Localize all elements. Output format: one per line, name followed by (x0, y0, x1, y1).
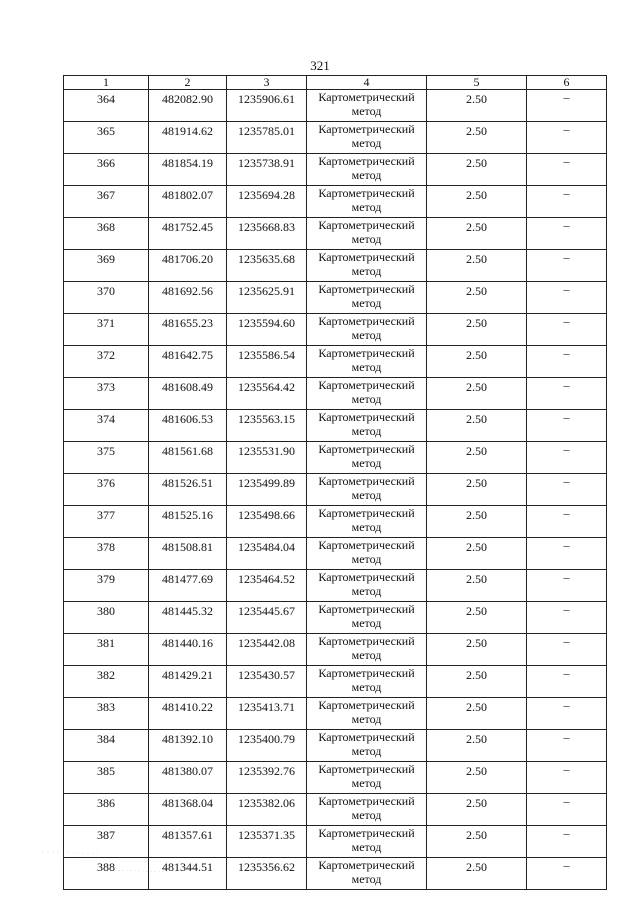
cell-method: Картометрический метод (307, 794, 427, 826)
cell-method: Картометрический метод (307, 250, 427, 282)
cell-accuracy: 2.50 (427, 442, 527, 474)
cell-point-number: 377 (64, 506, 149, 538)
table-row (64, 698, 607, 730)
cell-accuracy: 2.50 (427, 634, 527, 666)
cell-method: Картометрический метод (307, 314, 427, 346)
cell-note: – (527, 314, 607, 346)
table-row (64, 794, 607, 826)
cell-accuracy: 2.50 (427, 122, 527, 154)
cell-accuracy: 2.50 (427, 186, 527, 218)
cell-method: Картометрический метод (307, 410, 427, 442)
cell-note: – (527, 474, 607, 506)
header-cell: 2 (149, 76, 227, 90)
cell-point-number: 388 (64, 858, 149, 890)
cell-accuracy: 2.50 (427, 410, 527, 442)
cell-note: – (527, 186, 607, 218)
cell-note: – (527, 762, 607, 794)
coordinates-table (63, 75, 607, 890)
table-row (64, 602, 607, 634)
cell-accuracy: 2.50 (427, 602, 527, 634)
cell-note: – (527, 122, 607, 154)
cell-point-number: 386 (64, 794, 149, 826)
cell-accuracy: 2.50 (427, 698, 527, 730)
cell-note: – (527, 602, 607, 634)
table-row (64, 346, 607, 378)
cell-note: – (527, 346, 607, 378)
cell-coord-x: 481440.16 (149, 634, 227, 666)
table-row (64, 218, 607, 250)
cell-accuracy: 2.50 (427, 506, 527, 538)
table-row (64, 90, 607, 122)
cell-accuracy: 2.50 (427, 154, 527, 186)
table-row (64, 730, 607, 762)
table-row (64, 314, 607, 346)
cell-coord-y: 1235564.42 (227, 378, 307, 410)
cell-coord-y: 1235413.71 (227, 698, 307, 730)
cell-coord-x: 481854.19 (149, 154, 227, 186)
cell-coord-x: 481561.68 (149, 442, 227, 474)
cell-note: – (527, 858, 607, 890)
cell-note: – (527, 538, 607, 570)
cell-method: Картометрический метод (307, 346, 427, 378)
cell-coord-y: 1235906.61 (227, 90, 307, 122)
cell-coord-y: 1235484.04 (227, 538, 307, 570)
cell-accuracy: 2.50 (427, 538, 527, 570)
cell-method: Картометрический метод (307, 474, 427, 506)
cell-note: – (527, 250, 607, 282)
cell-accuracy: 2.50 (427, 474, 527, 506)
cell-accuracy: 2.50 (427, 762, 527, 794)
cell-coord-y: 1235625.91 (227, 282, 307, 314)
cell-coord-x: 482082.90 (149, 90, 227, 122)
cell-coord-y: 1235498.66 (227, 506, 307, 538)
cell-coord-x: 481525.16 (149, 506, 227, 538)
cell-accuracy: 2.50 (427, 282, 527, 314)
cell-coord-y: 1235371.35 (227, 826, 307, 858)
cell-coord-y: 1235785.01 (227, 122, 307, 154)
cell-accuracy: 2.50 (427, 378, 527, 410)
header-cell: 6 (527, 76, 607, 90)
cell-coord-x: 481802.07 (149, 186, 227, 218)
cell-note: – (527, 506, 607, 538)
cell-coord-y: 1235442.08 (227, 634, 307, 666)
cell-method: Картометрический метод (307, 602, 427, 634)
cell-coord-y: 1235531.90 (227, 442, 307, 474)
cell-coord-x: 481508.81 (149, 538, 227, 570)
table-row (64, 250, 607, 282)
cell-method: Картометрический метод (307, 90, 427, 122)
cell-coord-x: 481914.62 (149, 122, 227, 154)
cell-method: Картометрический метод (307, 762, 427, 794)
cell-method: Картометрический метод (307, 666, 427, 698)
header-cell: 5 (427, 76, 527, 90)
cell-coord-y: 1235635.68 (227, 250, 307, 282)
cell-note: – (527, 442, 607, 474)
cell-accuracy: 2.50 (427, 218, 527, 250)
cell-point-number: 378 (64, 538, 149, 570)
cell-point-number: 368 (64, 218, 149, 250)
cell-point-number: 365 (64, 122, 149, 154)
cell-coord-x: 481429.21 (149, 666, 227, 698)
cell-coord-x: 481526.51 (149, 474, 227, 506)
cell-coord-x: 481477.69 (149, 570, 227, 602)
cell-note: – (527, 218, 607, 250)
header-cell: 4 (307, 76, 427, 90)
table-row (64, 122, 607, 154)
cell-coord-y: 1235563.15 (227, 410, 307, 442)
header-cell: 3 (227, 76, 307, 90)
table-header-row (64, 76, 607, 90)
cell-accuracy: 2.50 (427, 250, 527, 282)
cell-point-number: 387 (64, 826, 149, 858)
cell-method: Картометрический метод (307, 378, 427, 410)
cell-point-number: 383 (64, 698, 149, 730)
cell-method: Картометрический метод (307, 698, 427, 730)
cell-point-number: 374 (64, 410, 149, 442)
cell-point-number: 371 (64, 314, 149, 346)
cell-coord-x: 481392.10 (149, 730, 227, 762)
cell-coord-x: 481752.45 (149, 218, 227, 250)
cell-accuracy: 2.50 (427, 858, 527, 890)
cell-method: Картометрический метод (307, 858, 427, 890)
cell-note: – (527, 794, 607, 826)
cell-method: Картометрический метод (307, 506, 427, 538)
table-body (64, 90, 607, 890)
cell-method: Картометрический метод (307, 442, 427, 474)
cell-method: Картометрический метод (307, 218, 427, 250)
cell-point-number: 380 (64, 602, 149, 634)
cell-point-number: 373 (64, 378, 149, 410)
cell-coord-x: 481655.23 (149, 314, 227, 346)
cell-accuracy: 2.50 (427, 346, 527, 378)
cell-accuracy: 2.50 (427, 314, 527, 346)
cell-method: Картометрический метод (307, 538, 427, 570)
cell-method: Картометрический метод (307, 570, 427, 602)
cell-method: Картометрический метод (307, 282, 427, 314)
table-row (64, 634, 607, 666)
cell-point-number: 385 (64, 762, 149, 794)
cell-note: – (527, 154, 607, 186)
cell-coord-y: 1235694.28 (227, 186, 307, 218)
cell-point-number: 370 (64, 282, 149, 314)
scan-noise-mark (40, 848, 180, 878)
cell-coord-y: 1235594.60 (227, 314, 307, 346)
cell-note: – (527, 282, 607, 314)
cell-coord-x: 481706.20 (149, 250, 227, 282)
cell-point-number: 367 (64, 186, 149, 218)
cell-point-number: 384 (64, 730, 149, 762)
cell-coord-x: 481368.04 (149, 794, 227, 826)
cell-note: – (527, 730, 607, 762)
cell-point-number: 364 (64, 90, 149, 122)
cell-method: Картометрический метод (307, 122, 427, 154)
cell-method: Картометрический метод (307, 634, 427, 666)
cell-method: Картометрический метод (307, 154, 427, 186)
cell-coord-y: 1235445.67 (227, 602, 307, 634)
table-row (64, 282, 607, 314)
cell-coord-x: 481642.75 (149, 346, 227, 378)
cell-coord-y: 1235430.57 (227, 666, 307, 698)
cell-accuracy: 2.50 (427, 794, 527, 826)
cell-note: – (527, 90, 607, 122)
table-row (64, 378, 607, 410)
table-row (64, 538, 607, 570)
cell-coord-y: 1235464.52 (227, 570, 307, 602)
cell-accuracy: 2.50 (427, 730, 527, 762)
cell-method: Картометрический метод (307, 730, 427, 762)
cell-coord-y: 1235382.06 (227, 794, 307, 826)
table-row (64, 762, 607, 794)
table-row (64, 570, 607, 602)
cell-coord-y: 1235499.89 (227, 474, 307, 506)
cell-coord-x: 481606.53 (149, 410, 227, 442)
cell-note: – (527, 410, 607, 442)
header-cell: 1 (64, 76, 149, 90)
cell-point-number: 381 (64, 634, 149, 666)
cell-point-number: 372 (64, 346, 149, 378)
table-row (64, 186, 607, 218)
cell-accuracy: 2.50 (427, 666, 527, 698)
table-row (64, 154, 607, 186)
table-row (64, 666, 607, 698)
cell-coord-y: 1235356.62 (227, 858, 307, 890)
cell-accuracy: 2.50 (427, 570, 527, 602)
cell-note: – (527, 378, 607, 410)
cell-coord-y: 1235400.79 (227, 730, 307, 762)
cell-point-number: 375 (64, 442, 149, 474)
cell-coord-x: 481692.56 (149, 282, 227, 314)
cell-point-number: 382 (64, 666, 149, 698)
cell-point-number: 369 (64, 250, 149, 282)
cell-note: – (527, 826, 607, 858)
cell-coord-x: 481380.07 (149, 762, 227, 794)
cell-coord-x: 481445.32 (149, 602, 227, 634)
table-row (64, 506, 607, 538)
cell-coord-y: 1235586.54 (227, 346, 307, 378)
table-row (64, 442, 607, 474)
cell-accuracy: 2.50 (427, 826, 527, 858)
cell-note: – (527, 634, 607, 666)
cell-point-number: 379 (64, 570, 149, 602)
table-row (64, 474, 607, 506)
cell-coord-x: 481344.51 (149, 858, 227, 890)
cell-accuracy: 2.50 (427, 90, 527, 122)
cell-note: – (527, 698, 607, 730)
cell-coord-x: 481357.61 (149, 826, 227, 858)
cell-point-number: 366 (64, 154, 149, 186)
cell-note: – (527, 570, 607, 602)
cell-coord-x: 481410.22 (149, 698, 227, 730)
cell-coord-y: 1235738.91 (227, 154, 307, 186)
cell-point-number: 376 (64, 474, 149, 506)
cell-coord-x: 481608.49 (149, 378, 227, 410)
cell-coord-y: 1235668.83 (227, 218, 307, 250)
cell-method: Картометрический метод (307, 826, 427, 858)
cell-method: Картометрический метод (307, 186, 427, 218)
cell-coord-y: 1235392.76 (227, 762, 307, 794)
page-number: 321 (310, 58, 330, 73)
table-row (64, 410, 607, 442)
cell-note: – (527, 666, 607, 698)
